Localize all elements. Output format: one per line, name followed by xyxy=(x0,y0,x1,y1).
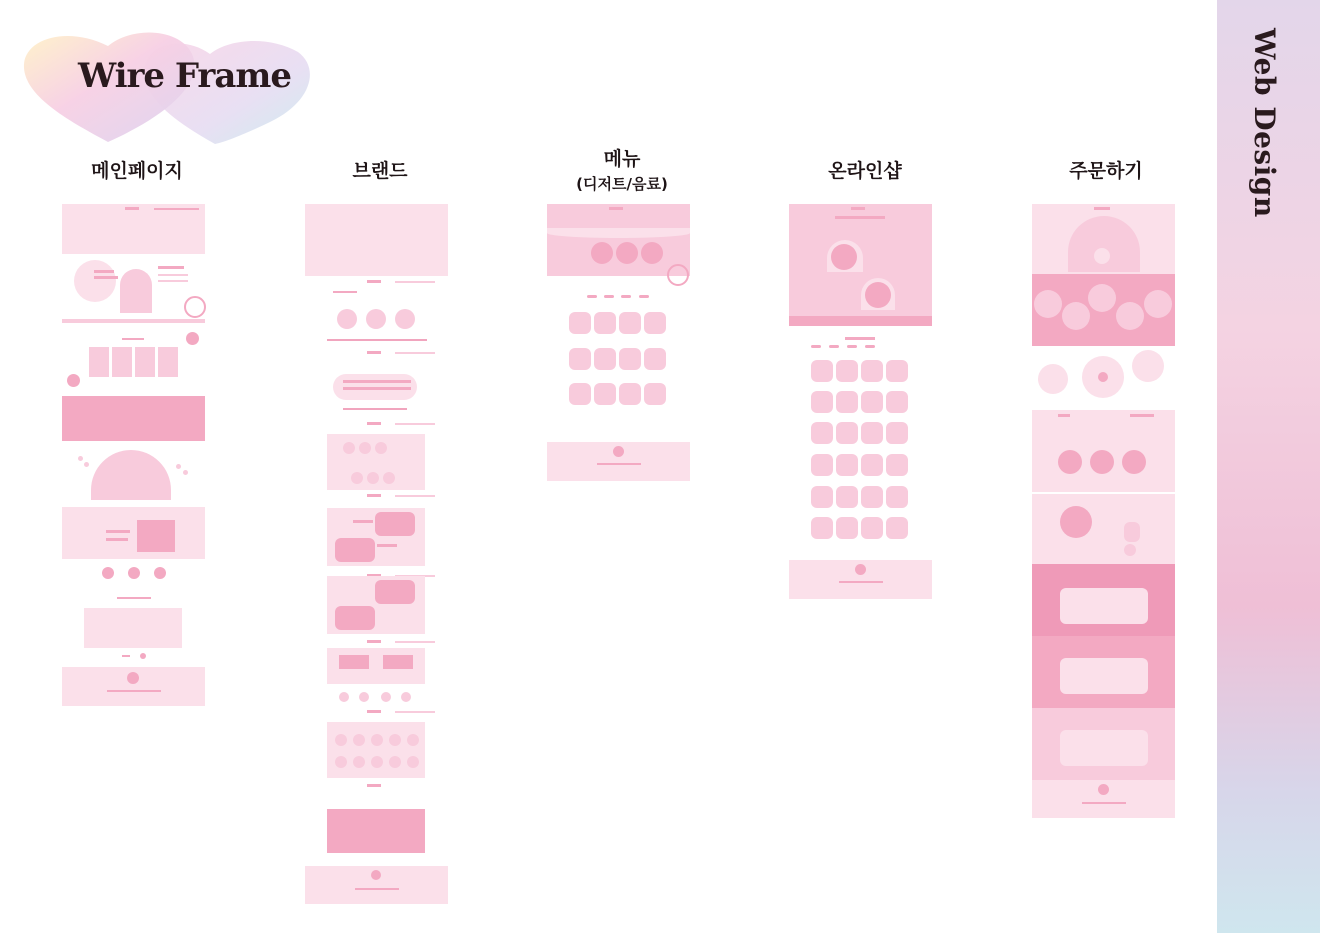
wireframe-order xyxy=(1032,204,1175,818)
column-title-main: 메인페이지 xyxy=(91,160,183,182)
column-subtitle-menu: (디저트/음료) xyxy=(576,175,668,193)
column-title-brand: 브랜드 xyxy=(352,160,408,182)
side-title: Web Design xyxy=(1248,28,1281,218)
column-title-menu xyxy=(522,144,722,194)
wireframe-shop xyxy=(789,204,932,599)
wireframe-main xyxy=(62,204,205,706)
column-title-order: 주문하기 xyxy=(1069,160,1143,182)
wireframe-menu xyxy=(547,204,690,481)
page-title: Wire Frame xyxy=(78,56,291,96)
column-title-menu-main: 메뉴 xyxy=(603,148,641,170)
column-title-shop: 온라인샵 xyxy=(828,160,902,182)
wireframe-brand xyxy=(305,204,448,904)
